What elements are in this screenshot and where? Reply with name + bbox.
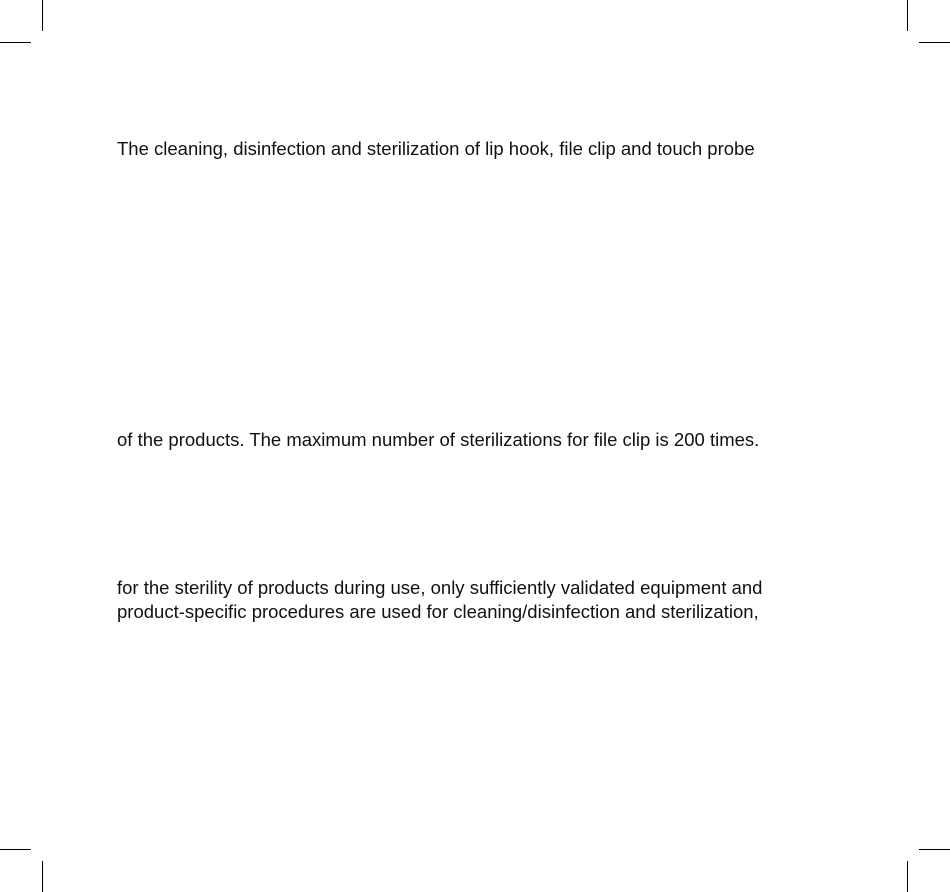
crop-mark-bottom-left-vertical	[42, 861, 43, 892]
text-line: for the sterility of products during use, only sufficiently validated equipment and	[117, 577, 763, 598]
crop-mark-bottom-right-horizontal	[919, 849, 950, 850]
crop-mark-bottom-left-horizontal	[0, 849, 31, 850]
crop-mark-top-left-vertical	[42, 0, 43, 31]
crop-mark-top-right-horizontal	[919, 42, 950, 43]
heading-line: The cleaning, disinfection and sterilization of lip hook, file clip and touch probe	[117, 138, 755, 159]
crop-mark-top-right-vertical	[907, 0, 908, 31]
text-line: product-specific procedures are used for cleaning/disinfection and sterilization,	[117, 601, 759, 622]
crop-mark-bottom-right-vertical	[907, 861, 908, 892]
text-line: of the products. The maximum number of sterilizations for file clip is 200 times.	[117, 429, 760, 450]
crop-mark-top-left-horizontal	[0, 42, 31, 43]
